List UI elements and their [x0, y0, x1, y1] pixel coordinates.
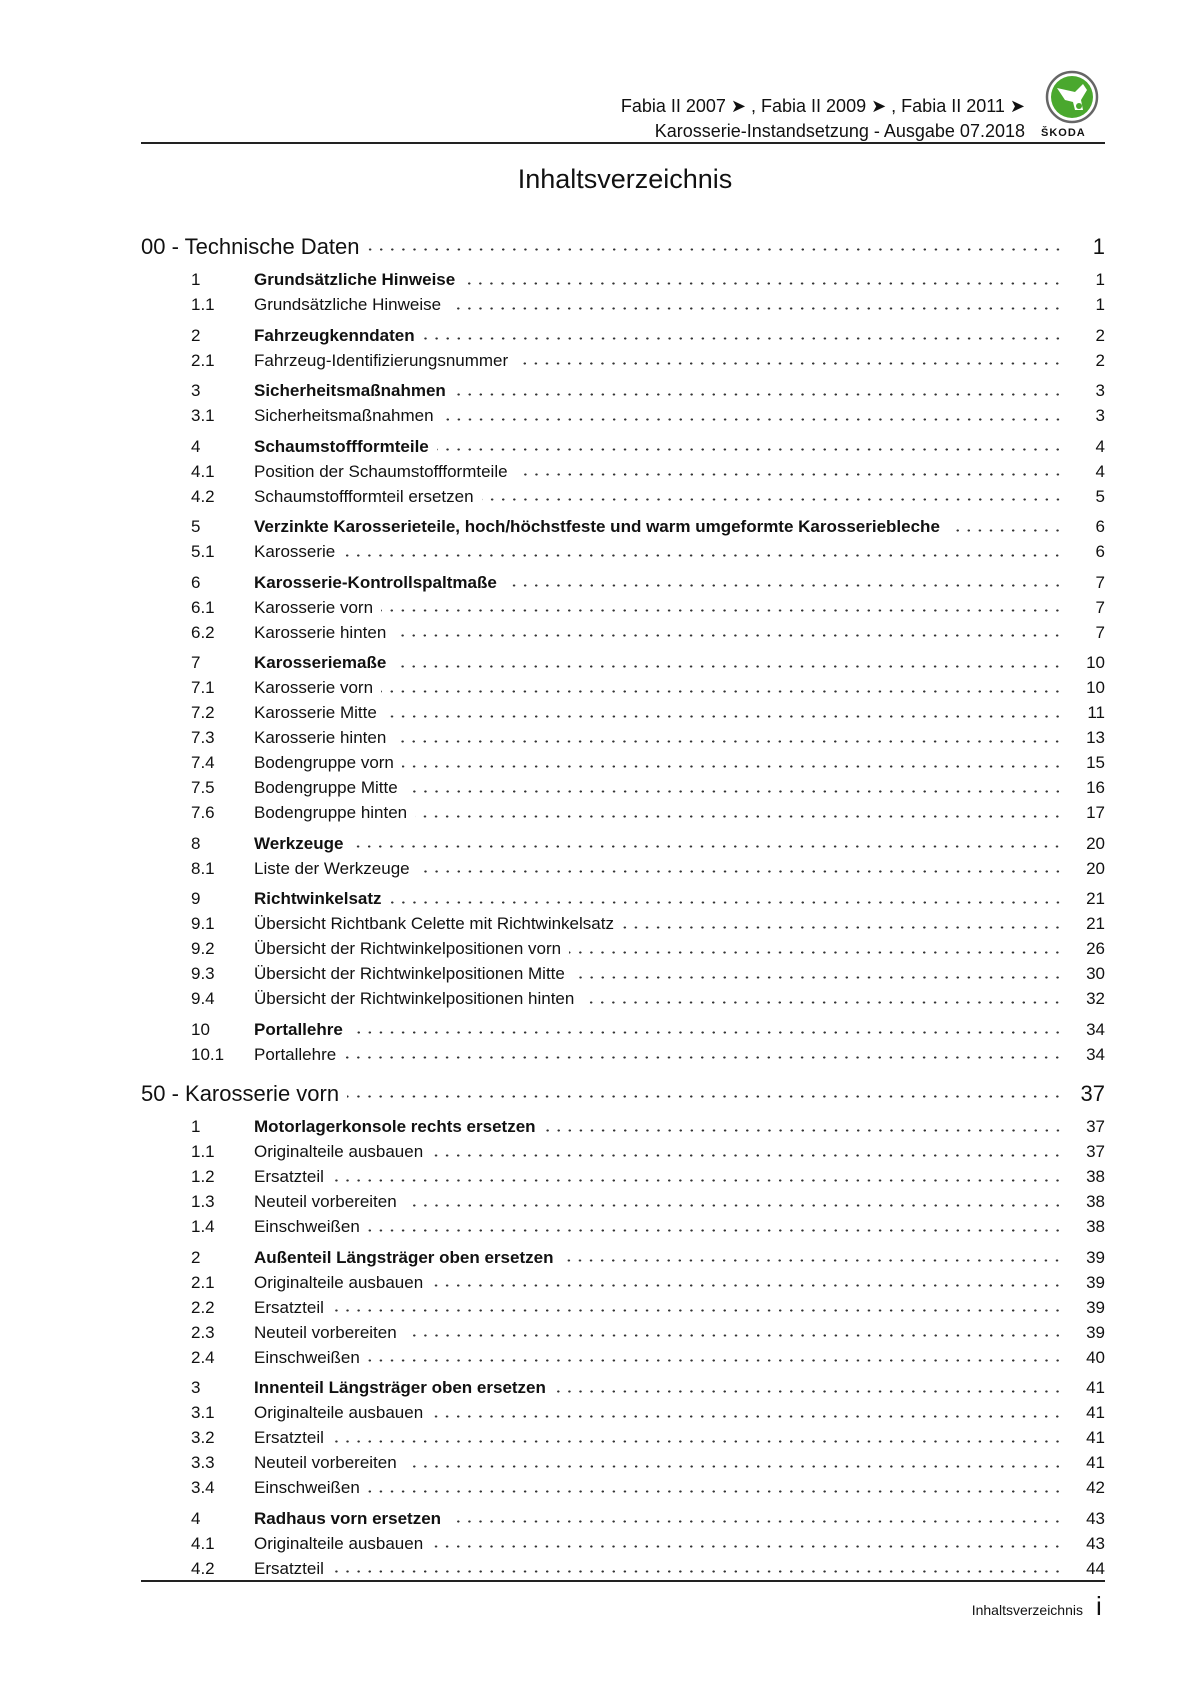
toc-title: Liste der Werkzeuge [254, 858, 410, 878]
dot-leader [405, 1204, 1063, 1207]
dot-leader [516, 473, 1063, 476]
toc-number: 7.6 [191, 803, 215, 822]
toc-title: Neuteil vorbereiten [254, 1453, 397, 1472]
dot-leader [344, 1056, 1063, 1059]
dot-leader [544, 1129, 1063, 1132]
toc-page: 2 [1095, 350, 1105, 370]
toc-title: Originalteile ausbauen [254, 1403, 424, 1422]
dot-leader [343, 554, 1063, 557]
toc-page: 30 [1086, 964, 1105, 983]
toc-page: 38 [1086, 1167, 1105, 1186]
toc-number: 4.1 [191, 1533, 215, 1553]
dot-leader [368, 1490, 1063, 1493]
skoda-logo-icon [1045, 70, 1099, 124]
dot-leader [573, 976, 1063, 979]
dot-leader [437, 448, 1063, 451]
toc-number: 2.1 [191, 350, 215, 370]
toc-number: 1.4 [191, 1217, 215, 1236]
toc-section[interactable] [141, 1017, 1105, 1042]
toc-section[interactable] [141, 1245, 1105, 1270]
toc-subsection[interactable] [141, 1295, 1105, 1320]
toc-title: Motorlagerkonsole rechts ersetzen [254, 1117, 536, 1136]
toc-title: Fahrzeug-Identifizierungsnummer [254, 350, 509, 370]
toc-number: 9.4 [191, 989, 215, 1008]
toc-title: Ersatzteil [254, 1558, 324, 1578]
toc-subsection[interactable] [141, 484, 1105, 509]
toc-title: Einschweißen [254, 1347, 360, 1367]
toc-number: 1.3 [191, 1192, 215, 1211]
toc-number: 1.1 [191, 1142, 215, 1161]
dot-leader [569, 951, 1063, 954]
dot-leader [516, 362, 1063, 365]
toc-subsection[interactable] [141, 751, 1105, 776]
toc-title: Fahrzeugkenndaten [254, 325, 415, 345]
toc-title: Übersicht Richtbank Celette mit Richtwinkelsatz [254, 914, 614, 933]
toc-number: 4.2 [191, 486, 215, 506]
toc-subsection[interactable] [141, 1426, 1105, 1451]
toc-title: Innenteil Längsträger oben ersetzen [254, 1378, 546, 1397]
dot-leader [332, 1309, 1063, 1312]
toc-subsection[interactable] [141, 1320, 1105, 1345]
dot-leader [394, 634, 1063, 637]
toc-subsection[interactable] [141, 856, 1105, 881]
toc-page: 20 [1086, 833, 1105, 853]
toc-title: Originalteile ausbauen [254, 1142, 424, 1161]
toc-number: 7.4 [191, 753, 215, 772]
toc-title: Ersatzteil [254, 1428, 324, 1447]
toc-subsection[interactable] [141, 987, 1105, 1012]
header-divider [141, 142, 1105, 144]
dot-leader [454, 393, 1063, 396]
toc-subsection[interactable] [141, 1345, 1105, 1370]
toc-subsection[interactable] [141, 1140, 1105, 1165]
toc-page: 6 [1095, 542, 1105, 561]
toc-number: 3.3 [191, 1453, 215, 1472]
toc-section[interactable] [141, 434, 1105, 459]
toc-number: 1.2 [191, 1167, 215, 1186]
toc-page: 11 [1087, 703, 1105, 722]
toc-number: 1.1 [191, 295, 215, 314]
toc-number: 3.1 [191, 1403, 215, 1422]
toc-page: 13 [1086, 728, 1105, 747]
dot-leader [368, 1229, 1063, 1232]
dot-leader [622, 926, 1063, 929]
dot-leader [418, 870, 1063, 873]
toc-number: 7.5 [191, 778, 215, 797]
toc-subsection[interactable] [141, 962, 1105, 987]
toc-page: 1 [1095, 270, 1105, 289]
toc-title: Schaumstoffformteil ersetzen [254, 486, 474, 506]
toc-page: 4 [1095, 436, 1105, 456]
toc-number: 10.1 [191, 1044, 225, 1064]
dot-leader [423, 337, 1063, 340]
dot-leader [449, 307, 1063, 310]
toc-title: Einschweißen [254, 1478, 360, 1497]
toc-page: 43 [1086, 1533, 1105, 1553]
dot-leader [402, 765, 1063, 768]
dot-leader [442, 418, 1063, 421]
toc-title: Karosserie hinten [254, 622, 387, 642]
dot-leader [554, 1390, 1063, 1393]
dot-leader [431, 1154, 1063, 1157]
toc-subsection[interactable] [141, 1476, 1105, 1501]
toc-title: Übersicht der Richtwinkelpositionen Mitte [254, 964, 565, 983]
toc-number: 3 [191, 1378, 201, 1397]
toc-number: 7.3 [191, 728, 215, 747]
toc-page: 41 [1086, 1428, 1105, 1447]
dot-leader [394, 665, 1063, 668]
toc-number: 6.1 [191, 597, 215, 617]
toc-number: 7.2 [191, 703, 215, 722]
toc-number: 5.1 [191, 542, 215, 561]
toc-subsection[interactable] [141, 676, 1105, 701]
toc-subsection[interactable] [141, 1165, 1105, 1190]
toc-page: 21 [1086, 889, 1105, 908]
toc-title: Karosserie vorn [254, 678, 374, 697]
dot-leader [482, 498, 1063, 501]
dot-leader [405, 1465, 1063, 1468]
toc-page: 37 [1086, 1142, 1105, 1161]
toc-section[interactable] [141, 651, 1105, 676]
toc-subsection[interactable] [141, 540, 1105, 565]
toc-section[interactable] [141, 1506, 1105, 1531]
dot-leader [505, 584, 1063, 587]
dot-leader [347, 1095, 1063, 1098]
toc-title: Karosserie [254, 542, 336, 561]
footer-label: Inhaltsverzeichnis [971, 1602, 1083, 1618]
toc-subsection[interactable] [141, 595, 1105, 620]
toc-subsection[interactable] [141, 937, 1105, 962]
toc-subsection[interactable] [141, 912, 1105, 937]
dot-leader [431, 1545, 1063, 1548]
toc-page: 2 [1095, 325, 1105, 345]
toc-page: 37 [1086, 1117, 1105, 1136]
toc-chapter[interactable] [141, 231, 1105, 262]
toc-number: 2.1 [191, 1272, 215, 1292]
toc-number: 8.1 [191, 858, 215, 878]
dot-leader [332, 1179, 1063, 1182]
toc-page: 39 [1086, 1272, 1105, 1292]
toc-section[interactable] [141, 1115, 1105, 1140]
toc-page: 10 [1086, 653, 1105, 672]
toc-title: Neuteil vorbereiten [254, 1322, 397, 1342]
toc-number: 1 [191, 270, 201, 289]
toc-subsection[interactable] [141, 776, 1105, 801]
toc-page: 7 [1095, 572, 1105, 592]
dot-leader [368, 248, 1063, 251]
toc-page: 17 [1086, 803, 1105, 822]
toc-section[interactable] [141, 515, 1105, 540]
toc-number: 6.2 [191, 622, 215, 642]
toc-title: Bodengruppe Mitte [254, 778, 398, 797]
toc-title: Sicherheitsmaßnahmen [254, 381, 446, 400]
toc-number: 7.1 [191, 678, 215, 697]
toc-number: 3.1 [191, 406, 215, 425]
toc-title: Schaumstoffformteile [254, 436, 429, 456]
toc-title: 50 - Karosserie vorn [141, 1080, 340, 1106]
toc-title: Karosseriemaße [254, 653, 387, 672]
toc-number: 9.1 [191, 914, 215, 933]
dot-leader [431, 1284, 1063, 1287]
toc-subsection[interactable] [141, 1215, 1105, 1240]
toc-page: 7 [1095, 597, 1105, 617]
toc-number: 3.4 [191, 1478, 215, 1497]
dot-leader [368, 1359, 1063, 1362]
table-of-contents [141, 231, 1105, 1581]
toc-title: Neuteil vorbereiten [254, 1192, 397, 1211]
footer-divider [141, 1580, 1105, 1582]
toc-subsection[interactable] [141, 1042, 1105, 1067]
toc-page: 41 [1086, 1403, 1105, 1422]
toc-section[interactable] [141, 268, 1105, 293]
toc-number: 1 [191, 1117, 201, 1136]
toc-number: 2.2 [191, 1297, 215, 1317]
toc-section[interactable] [141, 1376, 1105, 1401]
toc-section[interactable] [141, 323, 1105, 348]
toc-subsection[interactable] [141, 459, 1105, 484]
toc-title: Übersicht der Richtwinkelpositionen vorn [254, 939, 562, 958]
toc-title: Ersatzteil [254, 1167, 324, 1186]
toc-title: Grundsätzliche Hinweise [254, 295, 442, 314]
header-manual-title: Karosserie-Instandsetzung - Ausgabe 07.2018 [654, 121, 1025, 141]
toc-subsection[interactable] [141, 1531, 1105, 1556]
dot-leader [449, 1520, 1063, 1523]
toc-page: 39 [1086, 1297, 1105, 1317]
toc-number: 4 [191, 1508, 201, 1528]
dot-leader [415, 815, 1063, 818]
toc-page: 37 [1080, 1080, 1105, 1106]
brand-name: ŠKODA [1041, 127, 1086, 139]
toc-page: 40 [1086, 1347, 1105, 1367]
toc-title: Karosserie-Kontrollspaltmaße [254, 572, 497, 592]
toc-title: Karosserie Mitte [254, 703, 377, 722]
toc-number: 9 [191, 889, 201, 908]
toc-number: 8 [191, 833, 201, 853]
toc-page: 3 [1095, 406, 1105, 425]
page-title: Inhaltsverzeichnis [517, 164, 733, 194]
toc-subsection[interactable] [141, 701, 1105, 726]
toc-title: Portallehre [254, 1044, 337, 1064]
toc-page: 38 [1086, 1192, 1105, 1211]
toc-title: Einschweißen [254, 1217, 360, 1236]
toc-title: Verzinkte Karosserieteile, hoch/höchstfeste und warm umgeformte Karosseriebleche [254, 517, 940, 536]
toc-number: 2.3 [191, 1322, 215, 1342]
toc-page: 26 [1086, 939, 1105, 958]
toc-title: Werkzeuge [254, 833, 344, 853]
toc-page: 1 [1092, 233, 1105, 259]
dot-leader [381, 690, 1063, 693]
toc-number: 4 [191, 436, 201, 456]
dot-leader [332, 1440, 1063, 1443]
toc-subsection[interactable] [141, 404, 1105, 429]
toc-title: Sicherheitsmaßnahmen [254, 406, 434, 425]
toc-subsection[interactable] [141, 1451, 1105, 1476]
toc-title: Position der Schaumstoffformteile [254, 461, 508, 481]
toc-title: Grundsätzliche Hinweise [254, 270, 456, 289]
toc-subsection[interactable] [141, 1556, 1105, 1581]
toc-subsection[interactable] [141, 726, 1105, 751]
toc-page: 44 [1086, 1558, 1105, 1578]
toc-section[interactable] [141, 570, 1105, 595]
toc-section[interactable] [141, 887, 1105, 912]
toc-page: 42 [1086, 1478, 1105, 1497]
toc-page: 39 [1086, 1322, 1105, 1342]
dot-leader [351, 845, 1063, 848]
toc-title: Übersicht der Richtwinkelpositionen hinten [254, 989, 575, 1008]
toc-page: 38 [1086, 1217, 1105, 1236]
toc-section[interactable] [141, 831, 1105, 856]
dot-leader [948, 529, 1063, 532]
toc-page: 34 [1086, 1019, 1105, 1039]
toc-title: Portallehre [254, 1019, 343, 1039]
dot-leader [431, 1415, 1063, 1418]
dot-leader [332, 1570, 1063, 1573]
toc-title: 00 - Technische Daten [141, 233, 360, 259]
toc-subsection[interactable] [141, 620, 1105, 645]
toc-number: 9.2 [191, 939, 215, 958]
toc-number: 2 [191, 325, 201, 345]
toc-number: 5 [191, 517, 201, 536]
toc-page: 5 [1095, 486, 1105, 506]
toc-page: 20 [1086, 858, 1105, 878]
toc-page: 34 [1086, 1044, 1105, 1064]
toc-subsection[interactable] [141, 1190, 1105, 1215]
toc-page: 39 [1086, 1247, 1105, 1267]
toc-page: 41 [1086, 1378, 1105, 1397]
toc-page: 41 [1086, 1453, 1105, 1472]
toc-page: 32 [1086, 989, 1105, 1008]
toc-chapter[interactable] [141, 1078, 1105, 1109]
toc-page: 10 [1086, 678, 1105, 697]
dot-leader [406, 790, 1063, 793]
toc-title: Außenteil Längsträger oben ersetzen [254, 1247, 554, 1267]
toc-subsection[interactable] [141, 348, 1105, 373]
dot-leader [582, 1001, 1063, 1004]
footer-page-number: i [1096, 1591, 1102, 1621]
dot-leader [394, 740, 1063, 743]
toc-page: 15 [1086, 753, 1105, 772]
dot-leader [390, 901, 1063, 904]
toc-title: Ersatzteil [254, 1297, 324, 1317]
toc-number: 6 [191, 572, 201, 592]
toc-number: 9.3 [191, 964, 215, 983]
toc-title: Originalteile ausbauen [254, 1533, 424, 1553]
toc-page: 7 [1095, 622, 1105, 642]
toc-number: 7 [191, 653, 201, 672]
toc-number: 2.4 [191, 1347, 215, 1367]
toc-title: Bodengruppe vorn [254, 753, 394, 772]
dot-leader [381, 609, 1063, 612]
dot-leader [561, 1259, 1063, 1262]
toc-page: 3 [1095, 381, 1105, 400]
toc-section[interactable] [141, 379, 1105, 404]
toc-number: 10 [191, 1019, 210, 1039]
toc-page: 43 [1086, 1508, 1105, 1528]
toc-subsection[interactable] [141, 801, 1105, 826]
toc-title: Originalteile ausbauen [254, 1272, 424, 1292]
toc-subsection[interactable] [141, 1401, 1105, 1426]
toc-page: 16 [1086, 778, 1105, 797]
dot-leader [463, 282, 1063, 285]
toc-title: Karosserie hinten [254, 728, 387, 747]
toc-title: Radhaus vorn ersetzen [254, 1508, 442, 1528]
toc-number: 4.2 [191, 1558, 215, 1578]
toc-page: 6 [1095, 517, 1105, 536]
toc-page: 21 [1086, 914, 1105, 933]
toc-number: 2 [191, 1247, 201, 1267]
dot-leader [351, 1031, 1063, 1034]
dot-leader [405, 1334, 1063, 1337]
toc-title: Bodengruppe hinten [254, 803, 408, 822]
header-models: Fabia II 2007 ➤ , Fabia II 2009 ➤ , Fabia II 2011 ➤ [620, 96, 1025, 116]
toc-page: 4 [1095, 461, 1105, 481]
toc-subsection[interactable] [141, 293, 1105, 318]
toc-page: 1 [1095, 295, 1105, 314]
toc-title: Richtwinkelsatz [254, 889, 382, 908]
toc-number: 3.2 [191, 1428, 215, 1447]
toc-number: 3 [191, 381, 201, 400]
dot-leader [385, 715, 1063, 718]
toc-number: 4.1 [191, 461, 215, 481]
toc-title: Karosserie vorn [254, 597, 374, 617]
toc-subsection[interactable] [141, 1270, 1105, 1295]
